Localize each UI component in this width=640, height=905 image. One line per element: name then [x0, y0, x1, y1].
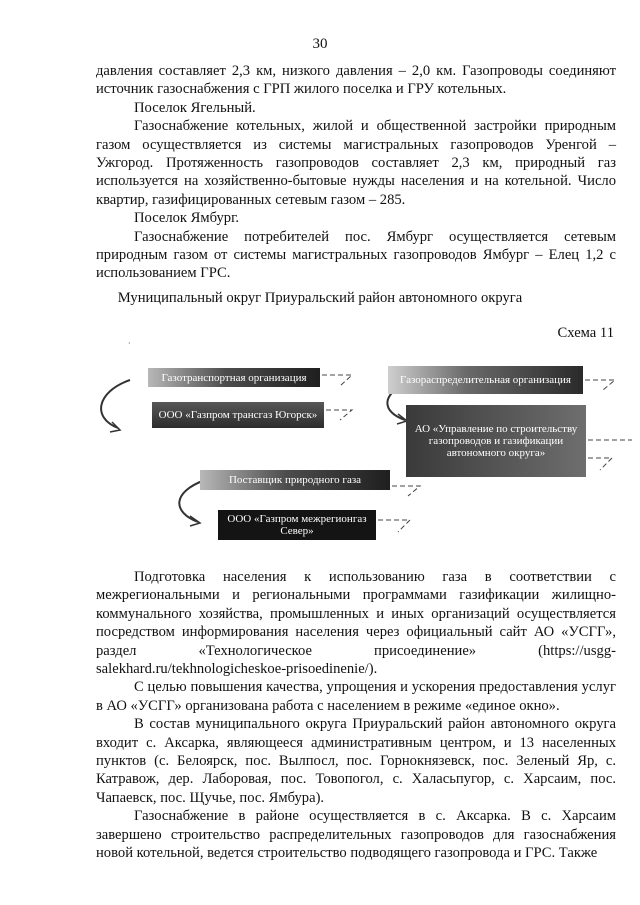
settlement-heading: Поселок Ягельный.	[134, 99, 256, 116]
paragraph: Газоснабжение потребителей пос. Ямбург осуществляется сетевым природным газом от системы магистральных газопроводов Ямбург – Елец 1,2 с использованием ГРС.	[96, 228, 616, 282]
text-fragment: раздел	[96, 642, 137, 659]
page-number: 30	[312, 36, 328, 52]
text-fragment: присоединение»	[374, 642, 477, 659]
section-heading: Муниципальный округ Приуральский район автономного округа	[117, 290, 523, 306]
paragraph-line: межрегиональными и региональными программами газификации жилищно-	[96, 587, 616, 604]
paragraph-line: коммунального хозяйства, промышленных и иных организаций осуществляется	[96, 605, 616, 622]
gas-transport-org-box: Газотранспортная организация	[148, 368, 320, 387]
gas-distribution-org-box: Газораспределительная организация	[388, 366, 583, 394]
settlement-heading: Поселок Ямбург.	[134, 210, 240, 227]
paragraph-line	[96, 642, 616, 660]
website-link-continued[interactable]: salekhard.ru/tekhnologicheskoe-prisoedinenie/).	[96, 661, 378, 678]
gas-distribution-company-box: АО «Управление по строительству газопроводов и газификации автономного округа»	[406, 405, 586, 477]
bottom-text-block	[96, 568, 616, 863]
paragraph: давления составляет 2,3 км, низкого давления – 2,0 км. Газопроводы соединяют источник газоснабжения с ГРП жилого поселка и ГРУ котельных.	[96, 63, 616, 98]
curved-arrow-icon	[101, 380, 130, 428]
paragraph-line: посредством информирования населения через официальный сайт АО «УСГГ»,	[96, 624, 616, 641]
paragraph: В состав муниципального округа Приуральский район автономного округа входит с. Аксарка, являющееся административным центром, и 13 населенных пунктов (с. Белоярск, пос. Вылпосл, пос. Горнокнязевск, пос. Зеленый Яр, с. Катравож, дер. Лаборовая, пос. Товопогол, с. Халасьпугор, с. Харсаим, пос. Чапаевск, пос. Щучье, пос. Ямбура).	[96, 716, 616, 806]
paragraph: С целью повышения качества, упрощения и ускорения предоставления услуг в АО «УСГГ» организована работа с населением в режиме «единое окно».	[96, 679, 616, 714]
paragraph: Газоснабжение в районе осуществляется в с. Аксарка. В с. Харсаим завершено строительство распределительных газопроводов для газоснабжения новой котельной, ведется строительство подводящего газопровода и ГРС. Также	[96, 808, 616, 862]
website-link[interactable]: (https://usgg-	[538, 642, 616, 659]
gas-transport-company-box: ООО «Газпром трансгаз Югорск»	[152, 402, 324, 428]
scheme-label: Схема 11	[557, 325, 614, 341]
paragraph-line: Подготовка населения к использованию газа в соответствии с	[134, 569, 616, 585]
paragraph: Газоснабжение котельных, жилой и общественной застройки природным газом осуществляется из системы магистральных газопроводов Уренгой – Ужгород. Протяженность газопроводов составляет 2,3 км, природный газ используется на хозяйственно-бытовые нужды населения и на котельной. Число квартир, газифицированных сетевым газом – 285.	[96, 118, 616, 208]
gas-supplier-box: Поставщик природного газа	[200, 470, 390, 490]
gas-supplier-company-box: ООО «Газпром межрегионгаз Север»	[218, 510, 376, 540]
text-fragment: «Технологическое	[198, 642, 312, 659]
svg-text:·: ·	[128, 339, 131, 348]
